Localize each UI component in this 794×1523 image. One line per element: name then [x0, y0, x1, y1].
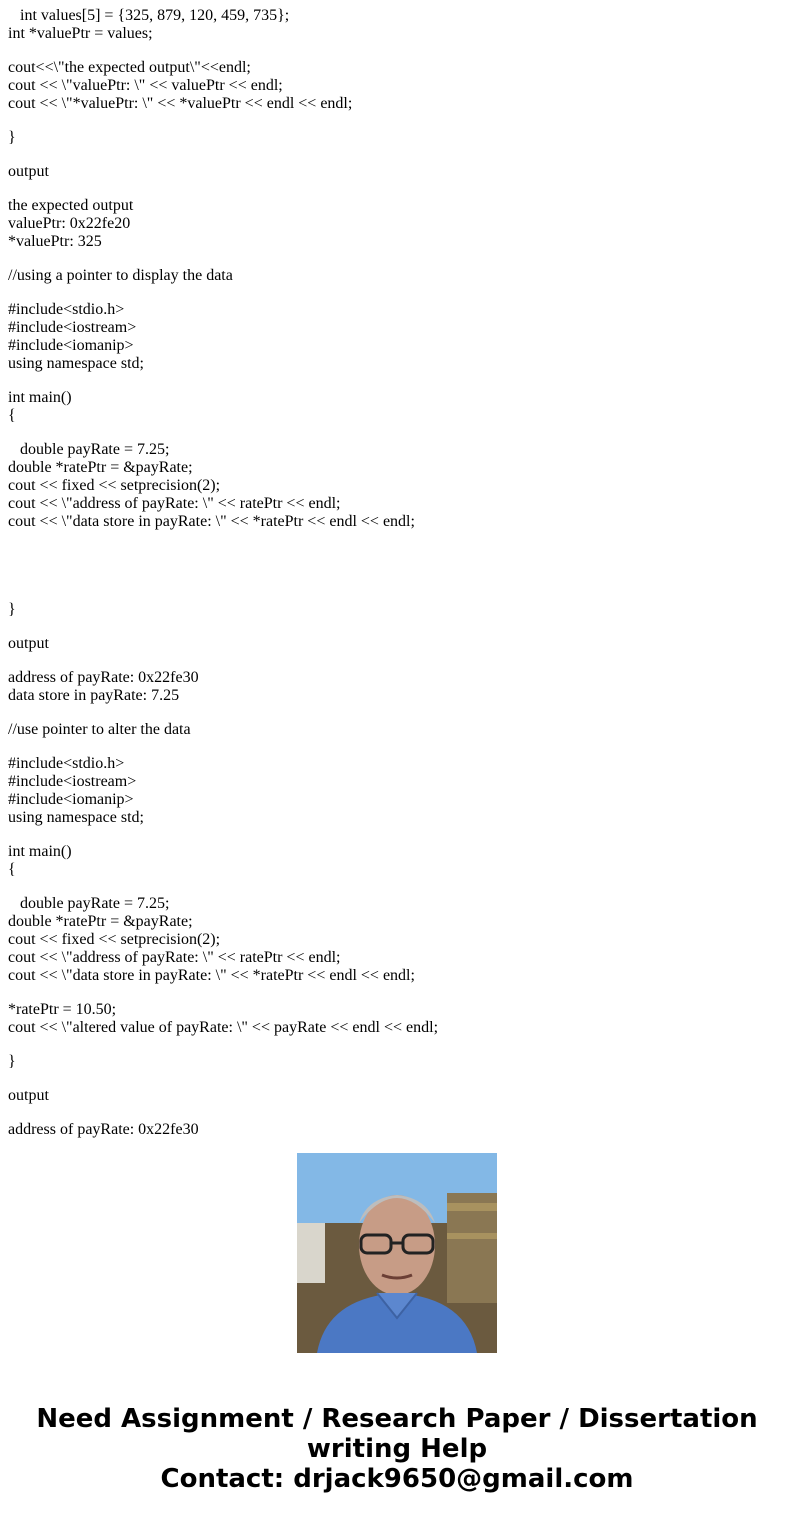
author-avatar	[297, 1153, 497, 1353]
text-line: cout << \"altered value of payRate: \" << payRate << endl << endl;	[8, 1019, 439, 1036]
solution-text	[8, 7, 768, 1138]
promo-line-2: writing Help	[306, 1434, 488, 1464]
text-line: {	[8, 407, 16, 424]
text-line: #include<iostream>	[8, 319, 137, 336]
text-paragraph	[8, 267, 768, 285]
text-paragraph	[8, 601, 768, 619]
text-line: *valuePtr: 325	[8, 233, 102, 250]
text-line: #include<iostream>	[8, 773, 137, 790]
text-line: cout << fixed << setprecision(2);	[8, 931, 221, 948]
text-line: the expected output	[8, 197, 134, 214]
text-paragraph	[8, 1053, 768, 1071]
text-paragraph	[8, 197, 768, 251]
text-line: using namespace std;	[8, 355, 144, 372]
text-line	[8, 567, 768, 585]
text-line: output	[8, 635, 49, 652]
text-paragraph	[8, 441, 768, 585]
text-line: double payRate = 7.25;	[8, 895, 170, 912]
text-line: cout << fixed << setprecision(2);	[8, 477, 221, 494]
text-line: #include<stdio.h>	[8, 755, 125, 772]
text-line	[8, 549, 768, 567]
text-line	[8, 531, 768, 549]
text-line: cout << \"address of payRate: \" << ratePtr << endl;	[8, 495, 341, 512]
author-photo	[297, 1153, 497, 1353]
text-line: }	[8, 129, 16, 146]
text-line: cout << \"valuePtr: \" << valuePtr << endl;	[8, 77, 283, 94]
text-line: valuePtr: 0x22fe20	[8, 215, 131, 232]
text-line: }	[8, 601, 16, 618]
text-paragraph	[8, 59, 768, 113]
text-paragraph	[8, 1121, 768, 1139]
text-paragraph	[8, 1087, 768, 1105]
text-line: cout << \"*valuePtr: \" << *valuePtr << endl << endl;	[8, 95, 353, 112]
text-paragraph	[8, 129, 768, 147]
text-line: output	[8, 163, 49, 180]
text-paragraph	[8, 895, 768, 985]
text-line: cout<<\"the expected output\"<<endl;	[8, 59, 251, 76]
text-line: output	[8, 1087, 49, 1104]
text-paragraph	[8, 163, 768, 181]
text-line: int main()	[8, 843, 72, 860]
text-line: *ratePtr = 10.50;	[8, 1001, 117, 1018]
text-paragraph	[8, 635, 768, 653]
promo-line-3: Contact: drjack9650@gmail.com	[160, 1464, 634, 1494]
text-line: address of payRate: 0x22fe30	[8, 1121, 199, 1138]
text-paragraph	[8, 1001, 768, 1037]
text-line: #include<iomanip>	[8, 791, 134, 808]
text-line: {	[8, 861, 16, 878]
text-line: address of payRate: 0x22fe30	[8, 669, 199, 686]
text-line: int values[5] = {325, 879, 120, 459, 735};	[8, 7, 290, 24]
text-paragraph	[8, 7, 768, 43]
text-line: cout << \"address of payRate: \" << ratePtr << endl;	[8, 949, 341, 966]
text-line: int main()	[8, 389, 72, 406]
text-line: cout << \"data store in payRate: \" << *ratePtr << endl << endl;	[8, 513, 415, 530]
text-line: using namespace std;	[8, 809, 144, 826]
text-line: //use pointer to alter the data	[8, 721, 191, 738]
text-paragraph	[8, 721, 768, 739]
text-line: double payRate = 7.25;	[8, 441, 170, 458]
text-line: }	[8, 1053, 16, 1070]
text-line: #include<iomanip>	[8, 337, 134, 354]
text-paragraph	[8, 755, 768, 827]
text-paragraph	[8, 301, 768, 373]
text-line: data store in payRate: 7.25	[8, 687, 180, 704]
text-paragraph	[8, 389, 768, 425]
text-line: double *ratePtr = &payRate;	[8, 913, 193, 930]
text-line: #include<stdio.h>	[8, 301, 125, 318]
text-line: cout << \"data store in payRate: \" << *ratePtr << endl << endl;	[8, 967, 415, 984]
promo-line-1: Need Assignment / Research Paper / Dissertation	[36, 1404, 758, 1434]
promo-banner	[0, 1404, 794, 1494]
text-line: //using a pointer to display the data	[8, 267, 233, 284]
text-line: double *ratePtr = &payRate;	[8, 459, 193, 476]
text-line: int *valuePtr = values;	[8, 25, 153, 42]
text-paragraph	[8, 843, 768, 879]
text-paragraph	[8, 669, 768, 705]
